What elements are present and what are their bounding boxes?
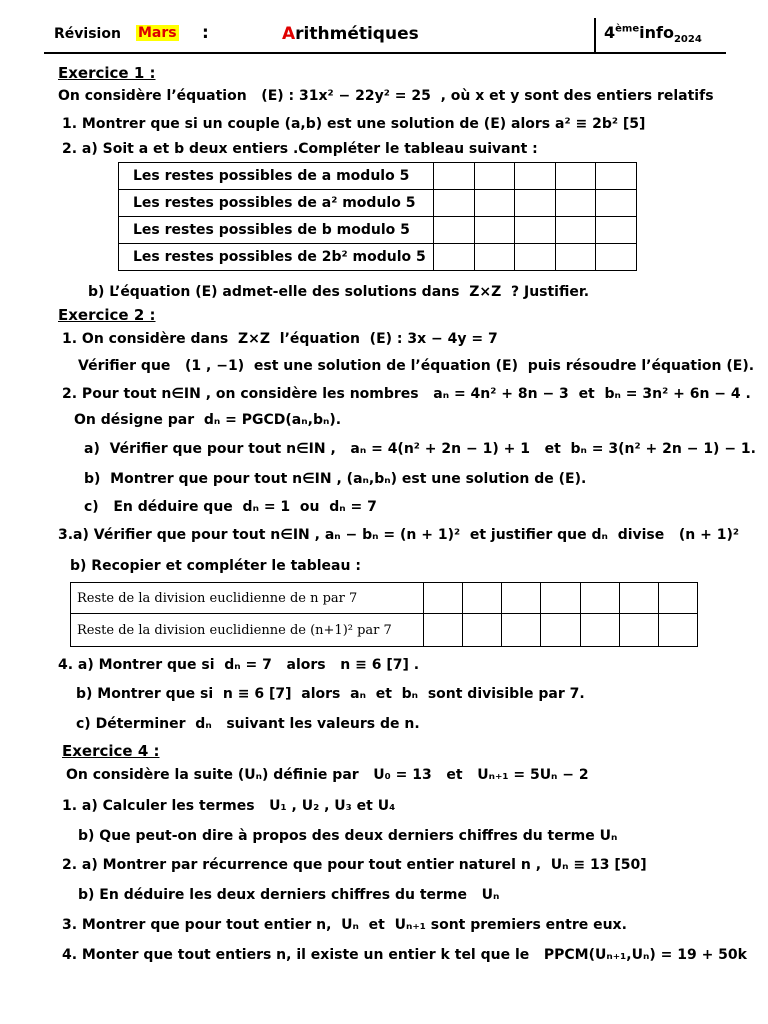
ex2-q3a: 3.a) Vérifier que pour tout n∈IN , aₙ − bₙ = (n + 1)² et justifier que dₙ divise (n + 1)² [58, 527, 740, 543]
ex2-q1: 1. On considère dans Z×Z l’équation (E) : 3x − 4y = 7 [62, 331, 498, 347]
ex4-q1a: 1. a) Calculer les termes U₁ , U₂ , U₃ et U₄ [62, 798, 396, 814]
exercise-2-title: Exercice 2 : [58, 306, 156, 324]
ex4-intro: On considère la suite (Uₙ) définie par U₀ = 13 et Uₙ₊₁ = 5Uₙ − 2 [66, 767, 589, 783]
ex4-q1b: b) Que peut-on dire à propos des deux derniers chiffres du terme Uₙ [78, 828, 618, 844]
row-label: Les restes possibles de 2b² modulo 5 [119, 244, 434, 271]
table-row [71, 583, 698, 614]
ex4-q4: 4. Monter que tout entiers n, il existe un entier k tel que le PPCM(Uₙ₊₁,Uₙ) = 19 + 50k [62, 947, 747, 963]
ex1-remainders-table [118, 162, 637, 271]
ex2-q4b: b) Montrer que si n ≡ 6 [7] alors aₙ et bₙ sont divisible par 7. [76, 686, 585, 702]
table-row [119, 217, 637, 244]
ex1-intro: On considère l’équation (E) : 31x² − 22y² = 25 , où x et y sont des entiers relatifs [58, 88, 714, 104]
class-level: 4èmeinfo$_{2024}$ [604, 23, 702, 46]
ex2-q2: 2. Pour tout n∈IN , on considère les nombres aₙ = 4n² + 8n − 3 et bₙ = 3n² + 6n − 4 . [62, 386, 751, 402]
row-label: Reste de la division euclidienne de n par 7 [71, 583, 424, 614]
table-row [119, 163, 637, 190]
subject-title: Arithmétiques [282, 24, 419, 44]
ex2-q3b: b) Recopier et compléter le tableau : [70, 558, 361, 574]
ex4-q2b: b) En déduire les deux derniers chiffres du terme Uₙ [78, 887, 500, 903]
ex4-q2a: 2. a) Montrer par récurrence que pour tout entier naturel n , Uₙ ≡ 13 [50] [62, 857, 647, 873]
table-row [119, 190, 637, 217]
row-label: Les restes possibles de b modulo 5 [119, 217, 434, 244]
revision-label: Révision [54, 26, 121, 42]
ex2-remainders-table [70, 582, 698, 647]
row-label: Reste de la division euclidienne de (n+1)² par 7 [71, 614, 424, 647]
ex2-dn-def: On désigne par dₙ = PGCD(aₙ,bₙ). [74, 412, 342, 428]
ex2-verify: Vérifier que (1 , −1) est une solution de l’équation (E) puis résoudre l’équation (E). [78, 358, 755, 374]
table-row [71, 614, 698, 647]
row-label: Les restes possibles de a modulo 5 [119, 163, 434, 190]
ex2-q4a: 4. a) Montrer que si dₙ = 7 alors n ≡ 6 [7] . [58, 657, 420, 673]
header-colon: : [202, 23, 209, 43]
ex2-qa: a) Vérifier que pour tout n∈IN , aₙ = 4(n² + 2n − 1) + 1 et bₙ = 3(n² + 2n − 1) − 1. [84, 441, 756, 457]
month-highlight: Mars [138, 25, 177, 41]
header-divider [594, 18, 596, 52]
exercise-4-title: Exercice 4 : [62, 742, 160, 760]
ex1-q2a: 2. a) Soit a et b deux entiers .Compléter le tableau suivant : [62, 141, 538, 157]
row-label: Les restes possibles de a² modulo 5 [119, 190, 434, 217]
ex1-q2b: b) L’équation (E) admet-elle des solutions dans Z×Z ? Justifier. [88, 284, 590, 300]
table-row [119, 244, 637, 271]
ex4-q3: 3. Montrer que pour tout entier n, Uₙ et Uₙ₊₁ sont premiers entre eux. [62, 917, 627, 933]
ex2-q4c: c) Déterminer dₙ suivant les valeurs de n. [76, 716, 420, 732]
exercise-1-title: Exercice 1 : [58, 64, 156, 82]
ex2-qc: c) En déduire que dₙ = 1 ou dₙ = 7 [84, 499, 377, 515]
ex1-q1: 1. Montrer que si un couple (a,b) est une solution de (E) alors a² ≡ 2b² [5] [62, 116, 646, 132]
ex2-qb: b) Montrer que pour tout n∈IN , (aₙ,bₙ) est une solution de (E). [84, 471, 587, 487]
page-header [44, 18, 726, 54]
